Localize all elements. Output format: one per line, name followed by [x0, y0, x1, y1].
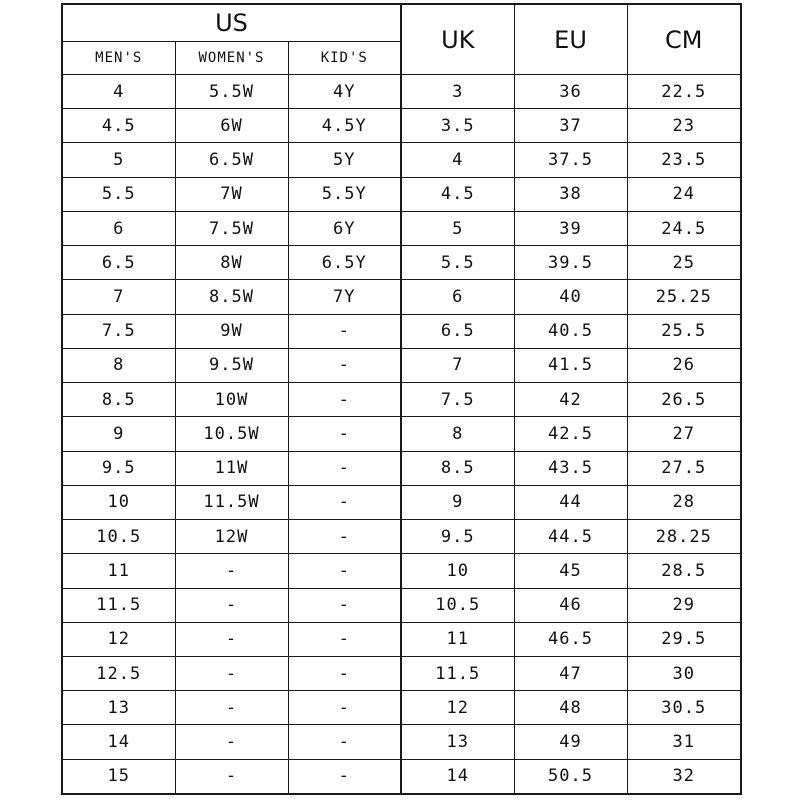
eu-size-cell: 42 [514, 383, 627, 417]
mens-size-cell: 4 [62, 75, 175, 109]
womens-size-cell: - [175, 588, 288, 622]
kids-size-cell: 7Y [288, 280, 401, 314]
cm-size-cell: 23 [627, 109, 741, 143]
cm-size-cell: 24 [627, 177, 741, 211]
table-row [62, 143, 741, 177]
uk-size-cell: 9 [401, 485, 514, 519]
table-row [62, 109, 741, 143]
eu-size-cell: 37 [514, 109, 627, 143]
eu-size-cell: 44 [514, 485, 627, 519]
mens-size-cell: 9 [62, 417, 175, 451]
table-row [62, 485, 741, 519]
eu-size-cell: 47 [514, 656, 627, 690]
womens-size-cell: - [175, 656, 288, 690]
womens-size-cell: 6W [175, 109, 288, 143]
kids-size-cell: 4.5Y [288, 109, 401, 143]
eu-size-cell: 43.5 [514, 451, 627, 485]
uk-size-cell: 13 [401, 725, 514, 759]
mens-size-cell: 7 [62, 280, 175, 314]
eu-size-cell: 45 [514, 554, 627, 588]
cm-size-cell: 30.5 [627, 691, 741, 725]
table-row [62, 314, 741, 348]
mens-size-cell: 4.5 [62, 109, 175, 143]
cm-size-cell: 23.5 [627, 143, 741, 177]
cm-size-cell: 27.5 [627, 451, 741, 485]
eu-size-cell: 36 [514, 75, 627, 109]
uk-size-cell: 3.5 [401, 109, 514, 143]
eu-size-cell: 40.5 [514, 314, 627, 348]
uk-header: UK [401, 4, 514, 75]
mens-size-cell: 8.5 [62, 383, 175, 417]
womens-size-cell: 8W [175, 246, 288, 280]
table-row [62, 588, 741, 622]
eu-size-cell: 48 [514, 691, 627, 725]
womens-size-cell: - [175, 759, 288, 794]
mens-size-cell: 10.5 [62, 520, 175, 554]
womens-size-cell: 11W [175, 451, 288, 485]
cm-size-cell: 28.5 [627, 554, 741, 588]
womens-size-cell: 7W [175, 177, 288, 211]
uk-size-cell: 4.5 [401, 177, 514, 211]
kids-size-cell: - [288, 451, 401, 485]
kids-size-cell: - [288, 417, 401, 451]
kids-size-cell: - [288, 314, 401, 348]
womens-header: WOMEN'S [175, 42, 288, 75]
uk-size-cell: 8 [401, 417, 514, 451]
kids-size-cell: - [288, 656, 401, 690]
kids-size-cell: - [288, 588, 401, 622]
mens-size-cell: 6 [62, 211, 175, 245]
table-row [62, 691, 741, 725]
uk-size-cell: 5 [401, 211, 514, 245]
womens-size-cell: 5.5W [175, 75, 288, 109]
table-row [62, 622, 741, 656]
kids-size-cell: 6.5Y [288, 246, 401, 280]
cm-size-cell: 26.5 [627, 383, 741, 417]
mens-size-cell: 8 [62, 348, 175, 382]
table-row [62, 759, 741, 794]
table-row [62, 554, 741, 588]
table-row [62, 177, 741, 211]
womens-size-cell: 11.5W [175, 485, 288, 519]
cm-size-cell: 24.5 [627, 211, 741, 245]
uk-size-cell: 5.5 [401, 246, 514, 280]
kids-size-cell: - [288, 691, 401, 725]
uk-size-cell: 10 [401, 554, 514, 588]
uk-size-cell: 12 [401, 691, 514, 725]
uk-size-cell: 7 [401, 348, 514, 382]
kids-size-cell: - [288, 725, 401, 759]
table-row [62, 520, 741, 554]
table-row [62, 417, 741, 451]
eu-size-cell: 39.5 [514, 246, 627, 280]
uk-size-cell: 11 [401, 622, 514, 656]
kids-size-cell: - [288, 622, 401, 656]
uk-size-cell: 8.5 [401, 451, 514, 485]
table-row [62, 246, 741, 280]
mens-size-cell: 10 [62, 485, 175, 519]
table-header [62, 4, 741, 75]
kids-header: KID'S [288, 42, 401, 75]
cm-size-cell: 22.5 [627, 75, 741, 109]
us-header: US [62, 4, 401, 42]
uk-size-cell: 14 [401, 759, 514, 794]
eu-size-cell: 38 [514, 177, 627, 211]
eu-size-cell: 40 [514, 280, 627, 314]
cm-size-cell: 28.25 [627, 520, 741, 554]
table-row [62, 75, 741, 109]
table-row [62, 280, 741, 314]
uk-size-cell: 4 [401, 143, 514, 177]
kids-size-cell: - [288, 348, 401, 382]
uk-size-cell: 6.5 [401, 314, 514, 348]
womens-size-cell: 6.5W [175, 143, 288, 177]
table-row [62, 725, 741, 759]
womens-size-cell: - [175, 622, 288, 656]
kids-size-cell: 5Y [288, 143, 401, 177]
mens-size-cell: 13 [62, 691, 175, 725]
table-body [62, 75, 741, 795]
mens-header: MEN'S [62, 42, 175, 75]
eu-size-cell: 42.5 [514, 417, 627, 451]
cm-header: CM [627, 4, 741, 75]
mens-size-cell: 6.5 [62, 246, 175, 280]
womens-size-cell: 9W [175, 314, 288, 348]
cm-size-cell: 28 [627, 485, 741, 519]
cm-size-cell: 25.25 [627, 280, 741, 314]
womens-size-cell: - [175, 554, 288, 588]
mens-size-cell: 12.5 [62, 656, 175, 690]
eu-size-cell: 46 [514, 588, 627, 622]
womens-size-cell: 9.5W [175, 348, 288, 382]
kids-size-cell: - [288, 759, 401, 794]
table-row [62, 348, 741, 382]
womens-size-cell: 12W [175, 520, 288, 554]
table-row [62, 451, 741, 485]
cm-size-cell: 25 [627, 246, 741, 280]
uk-size-cell: 9.5 [401, 520, 514, 554]
womens-size-cell: 7.5W [175, 211, 288, 245]
kids-size-cell: 4Y [288, 75, 401, 109]
womens-size-cell: 10.5W [175, 417, 288, 451]
uk-size-cell: 3 [401, 75, 514, 109]
uk-size-cell: 10.5 [401, 588, 514, 622]
eu-size-cell: 46.5 [514, 622, 627, 656]
mens-size-cell: 7.5 [62, 314, 175, 348]
eu-size-cell: 39 [514, 211, 627, 245]
kids-size-cell: - [288, 554, 401, 588]
cm-size-cell: 27 [627, 417, 741, 451]
cm-size-cell: 32 [627, 759, 741, 794]
kids-size-cell: - [288, 383, 401, 417]
kids-size-cell: - [288, 520, 401, 554]
mens-size-cell: 12 [62, 622, 175, 656]
womens-size-cell: - [175, 725, 288, 759]
table-row [62, 211, 741, 245]
cm-size-cell: 29 [627, 588, 741, 622]
eu-size-cell: 44.5 [514, 520, 627, 554]
womens-size-cell: 8.5W [175, 280, 288, 314]
womens-size-cell: - [175, 691, 288, 725]
eu-size-cell: 37.5 [514, 143, 627, 177]
kids-size-cell: - [288, 485, 401, 519]
mens-size-cell: 11.5 [62, 588, 175, 622]
size-conversion-table [61, 3, 742, 795]
table-row [62, 383, 741, 417]
eu-size-cell: 49 [514, 725, 627, 759]
uk-size-cell: 7.5 [401, 383, 514, 417]
kids-size-cell: 5.5Y [288, 177, 401, 211]
womens-size-cell: 10W [175, 383, 288, 417]
uk-size-cell: 11.5 [401, 656, 514, 690]
cm-size-cell: 29.5 [627, 622, 741, 656]
cm-size-cell: 26 [627, 348, 741, 382]
eu-header: EU [514, 4, 627, 75]
mens-size-cell: 11 [62, 554, 175, 588]
kids-size-cell: 6Y [288, 211, 401, 245]
eu-size-cell: 41.5 [514, 348, 627, 382]
mens-size-cell: 14 [62, 725, 175, 759]
uk-size-cell: 6 [401, 280, 514, 314]
mens-size-cell: 15 [62, 759, 175, 794]
cm-size-cell: 31 [627, 725, 741, 759]
eu-size-cell: 50.5 [514, 759, 627, 794]
cm-size-cell: 25.5 [627, 314, 741, 348]
header-row-top [62, 4, 741, 42]
cm-size-cell: 30 [627, 656, 741, 690]
mens-size-cell: 5.5 [62, 177, 175, 211]
mens-size-cell: 5 [62, 143, 175, 177]
mens-size-cell: 9.5 [62, 451, 175, 485]
table-row [62, 656, 741, 690]
